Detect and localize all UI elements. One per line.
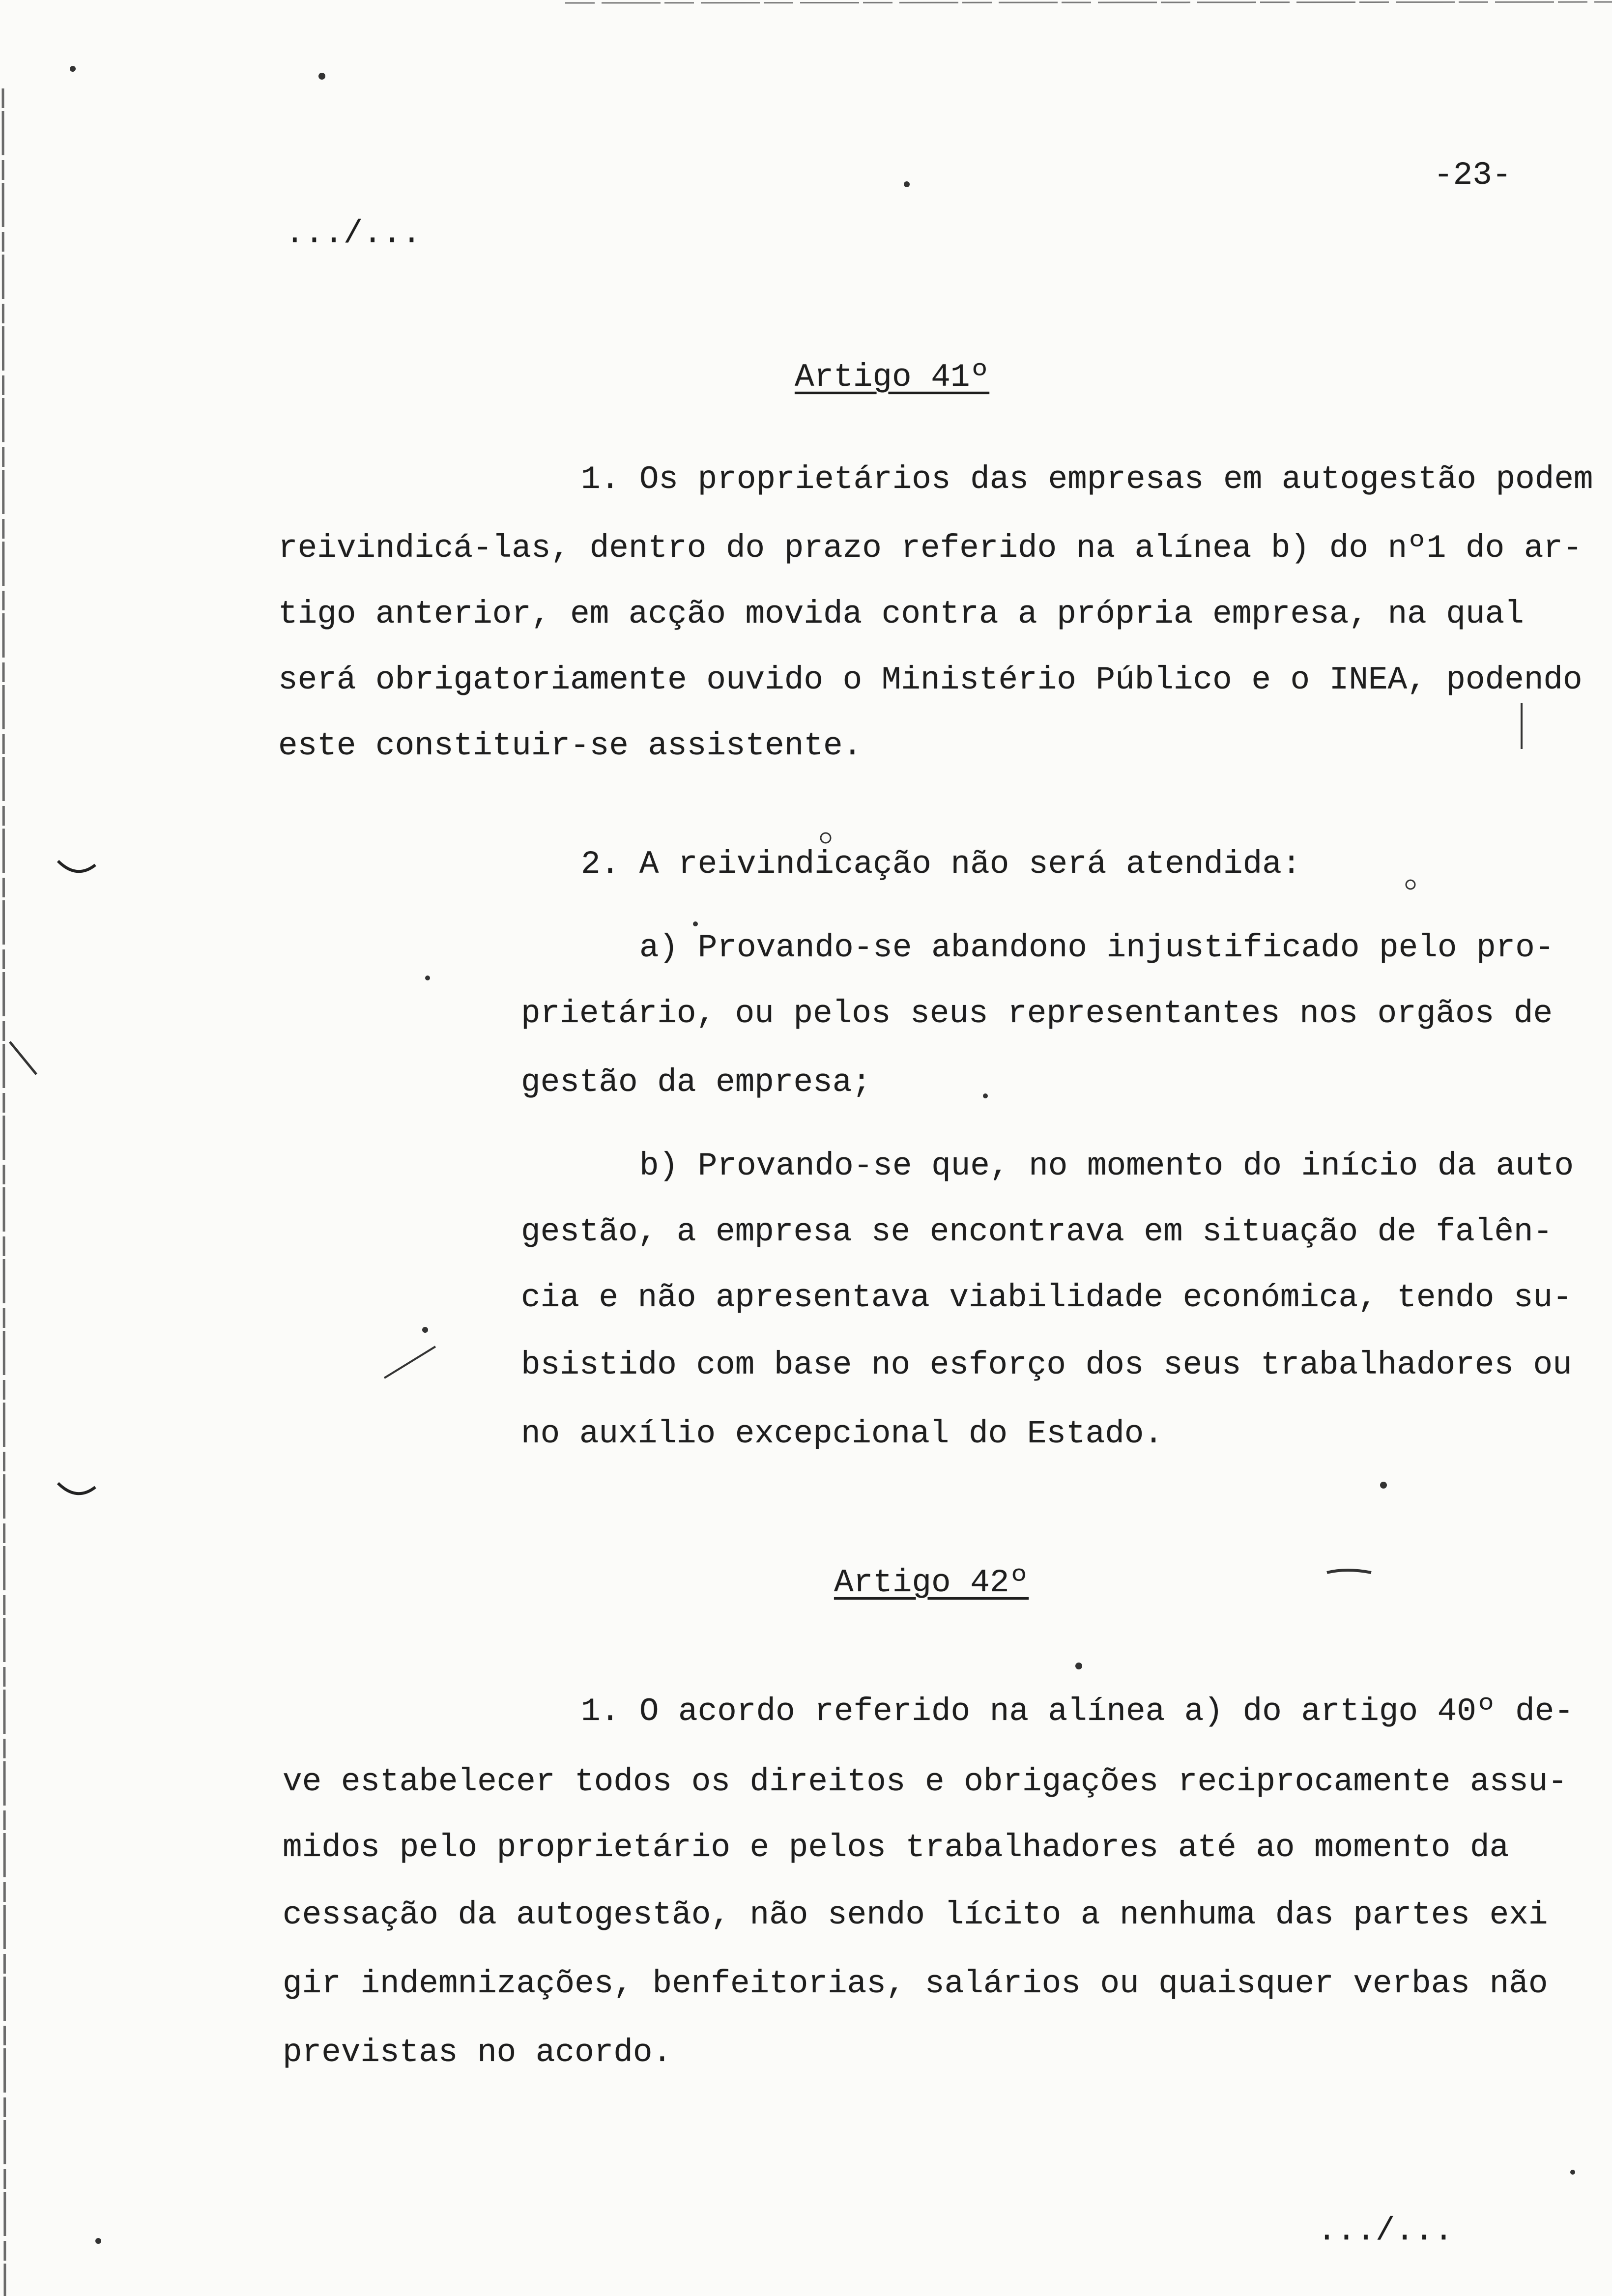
continuation-top: .../... [285, 215, 422, 252]
continuation-bottom: .../... [1317, 2212, 1454, 2249]
article-41-item-b-line: b) Provando-se que, no momento do início da auto [639, 1148, 1574, 1184]
speck [1075, 1663, 1082, 1669]
article-41-p1-line: será obrigatoriamente ouvido o Ministério Público e o INEA, podendo [278, 661, 1583, 698]
article-41-p1-line: 1. Os proprietários das empresas em autogestão podem [581, 461, 1593, 498]
speck [983, 1093, 988, 1098]
article-41-heading: Artigo 41º [795, 359, 990, 396]
speck [422, 1327, 428, 1333]
article-42-p1-line: 1. O acordo referido na alínea a) do artigo 40º de- [581, 1693, 1574, 1730]
article-41-item-b-line: no auxílio excepcional do Estado. [521, 1415, 1164, 1452]
article-42-p1-line: midos pelo proprietário e pelos trabalhadores até ao momento da [283, 1829, 1509, 1866]
stray-slash [384, 1347, 435, 1378]
speck [318, 73, 325, 80]
edge-mark [10, 1042, 36, 1074]
scan-top-edge [565, 2, 1612, 3]
article-41-item-a-line: gestão da empresa; [521, 1064, 871, 1101]
speck [1406, 880, 1415, 889]
article-42-p1-line: gir indemnizações, benfeitorias, salários ou quaisquer verbas não [283, 1965, 1548, 2002]
article-41-p1-line: tigo anterior, em acção movida contra a própria empresa, na qual [278, 596, 1524, 632]
page-number: -23- [1434, 157, 1512, 194]
article-42-p1-line: ve estabelecer todos os direitos e obrigações reciprocamente assu- [283, 1763, 1568, 1800]
speck [425, 976, 430, 980]
speck [1570, 2170, 1575, 2175]
speck [904, 181, 910, 187]
article-41-p1-line: este constituir-se assistente. [278, 727, 863, 764]
speck [1380, 1482, 1387, 1489]
stray-dash [1327, 1570, 1371, 1573]
article-41-p2-line: 2. A reivindicação não será atendida: [581, 846, 1301, 883]
punch-mark-upper [58, 861, 95, 871]
punch-mark-lower [58, 1483, 95, 1493]
speck [70, 66, 76, 72]
article-41-item-a-line: prietário, ou pelos seus representantes nos orgãos de [521, 995, 1553, 1032]
article-42-p1-line: cessação da autogestão, não sendo lícito a nenhuma das partes exi [283, 1896, 1548, 1933]
article-42-p1-line: previstas no acordo. [283, 2034, 672, 2071]
article-41-p1-line: reivindicá-las, dentro do prazo referido na alínea b) do nº1 do ar- [278, 530, 1583, 567]
speck [95, 2238, 101, 2244]
scan-left-edge [3, 88, 5, 2296]
article-41-item-b-line: gestão, a empresa se encontrava em situação de falên- [521, 1213, 1553, 1250]
article-41-item-b-line: cia e não apresentava viabilidade económica, tendo su- [521, 1279, 1572, 1316]
article-41-item-b-line: bsistido com base no esforço dos seus trabalhadores ou [521, 1347, 1572, 1383]
article-42-heading: Artigo 42º [834, 1564, 1029, 1601]
article-41-item-a-line: a) Provando-se abandono injustificado pelo pro- [639, 929, 1554, 966]
